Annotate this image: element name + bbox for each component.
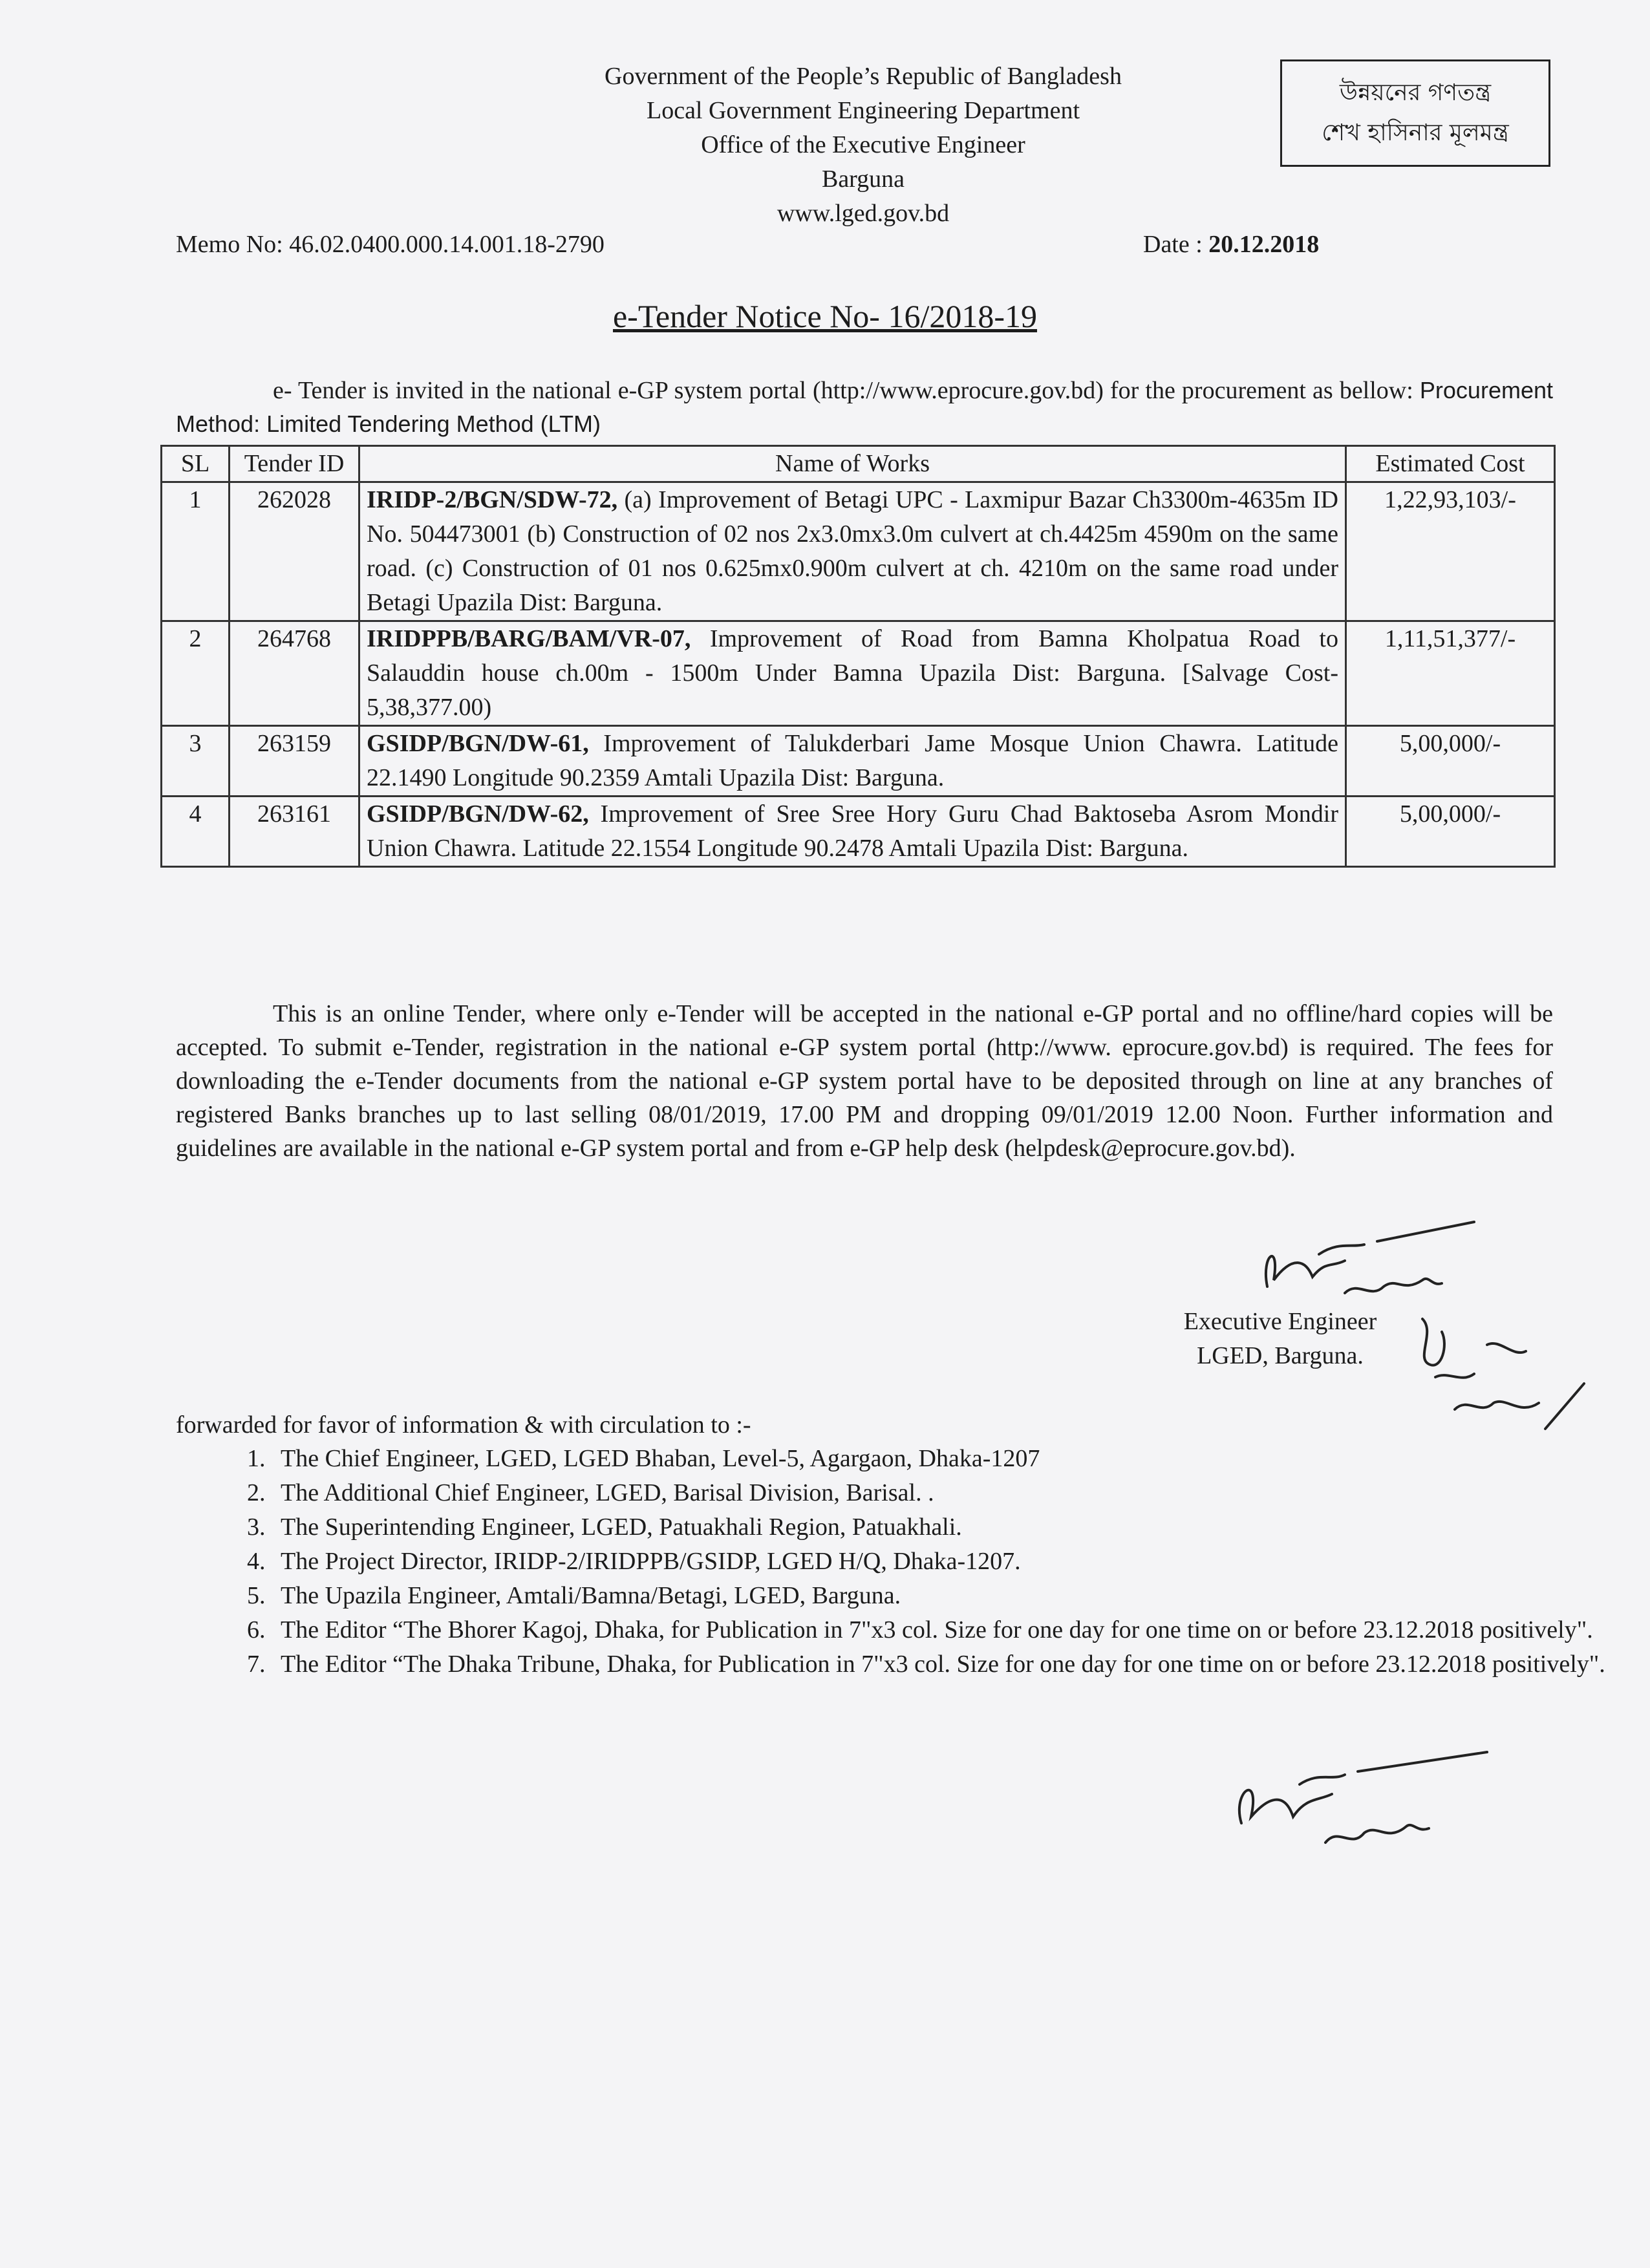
row-tender-id: 264768: [230, 621, 359, 726]
package-code: IRIDP-2/BGN/SDW-72,: [367, 486, 618, 513]
memo-number: Memo No: 46.02.0400.000.14.001.18-2790: [176, 231, 605, 258]
table-row: [162, 797, 1555, 867]
letterhead-district: Barguna: [821, 166, 905, 193]
letterhead-department: Local Government Engineering Department: [646, 97, 1080, 124]
row-sl: 3: [162, 726, 230, 797]
row-name-of-works: [359, 621, 1346, 726]
intro-paragraph: [176, 374, 1553, 441]
table-row: [162, 726, 1555, 797]
date-label: Date :: [1143, 231, 1209, 258]
list-item: 5. The Upazila Engineer, Amtali/Bamna/Betagi, LGED, Barguna.: [272, 1579, 1649, 1613]
row-tender-id: 263161: [230, 797, 359, 867]
tender-instructions-paragraph: This is an online Tender, where only e-Tender will be accepted in the national e-GP portal and no offline/hard copies will be accepted. To submit e-Tender, registration in the national e-GP system portal (http://www. eprocure.gov.bd) is required. The fees for downloading the e-Tender documents from the national e-GP system portal have to be deposited through on line at any branches of registered Banks branches up to last selling 08/01/2019, 17.00 PM and dropping 09/01/2019 12.00 Noon. Further information and guidelines are available in the national e-GP system portal and from e-GP help desk (helpdesk@eprocure.gov.bd).: [176, 1000, 1553, 1162]
slogan-line-1: উন্নয়নের গণতন্ত্র: [1339, 80, 1492, 106]
row-sl: 2: [162, 621, 230, 726]
header-tender-id: Tender ID: [230, 446, 359, 482]
row-name-of-works: [359, 797, 1346, 867]
letterhead-office: Office of the Executive Engineer: [701, 131, 1025, 158]
package-code: IRIDPPB/BARG/BAM/VR-07,: [367, 625, 691, 652]
table-row: [162, 621, 1555, 726]
signature-2: [1228, 1746, 1500, 1868]
tender-table: [160, 445, 1556, 868]
letterhead-website: www.lged.gov.bd: [777, 200, 950, 227]
row-name-of-works: [359, 726, 1346, 797]
letterhead-government: Government of the People’s Republic of Bangladesh: [605, 63, 1122, 90]
row-estimated-cost: 1,11,51,377/-: [1346, 621, 1555, 726]
slogan-box: [1280, 59, 1550, 167]
table-header-row: [162, 446, 1555, 482]
signatory-block: [1151, 1305, 1409, 1373]
forwarded-intro: forwarded for favor of information & with circulation to :-: [176, 1411, 751, 1439]
work-description: Improvement of Talukderbari Jame Mosque Union Chawra. Latitude 22.1490 Longitude 90.2359 Amtali Upazila Dist: Barguna.: [367, 730, 1338, 791]
signature-1: [1254, 1215, 1487, 1312]
package-code: GSIDP/BGN/DW-62,: [367, 800, 589, 828]
row-sl: 4: [162, 797, 230, 867]
notice-title: e-Tender Notice No- 16/2018-19: [612, 298, 1037, 334]
date-line: [1143, 230, 1319, 259]
list-item: 6. The Editor “The Bhorer Kagoj, Dhaka, for Publication in 7"x3 col. Size for one day for one time on or before 23.12.2018 positively".: [272, 1613, 1649, 1647]
table-row: [162, 482, 1555, 621]
row-estimated-cost: 1,22,93,103/-: [1346, 482, 1555, 621]
row-estimated-cost: 5,00,000/-: [1346, 797, 1555, 867]
list-item: 4. The Project Director, IRIDP-2/IRIDPPB/GSIDP, LGED H/Q, Dhaka-1207.: [272, 1545, 1649, 1579]
package-code: GSIDP/BGN/DW-61,: [367, 730, 589, 757]
work-description: Improvement of Sree Sree Hory Guru Chad Baktoseba Asrom Mondir Union Chawra. Latitude 22.1554 Longitude 90.2478 Amtali Upazila Dist: Barguna.: [367, 800, 1338, 862]
work-description: Improvement of Road from Bamna Kholpatua Road to Salauddin house ch.00m - 1500m Under Bamna Upazila Dist: Barguna. [Salvage Cost-5,38,377.00): [367, 625, 1338, 721]
row-tender-id: 262028: [230, 482, 359, 621]
header-estimated-cost: Estimated Cost: [1346, 446, 1555, 482]
signatory-office: LGED, Barguna.: [1197, 1342, 1364, 1369]
list-item: 1. The Chief Engineer, LGED, LGED Bhaban, Level-5, Agargaon, Dhaka-1207: [272, 1442, 1649, 1476]
row-sl: 1: [162, 482, 230, 621]
date-value: 20.12.2018: [1208, 231, 1320, 258]
row-estimated-cost: 5,00,000/-: [1346, 726, 1555, 797]
slogan-line-2: শেখ হাসিনার মূলমন্ত্র: [1322, 120, 1509, 146]
intro-text: e- Tender is invited in the national e-GP system portal (http://www.eprocure.gov.bd) for the procurement as bellow:: [273, 377, 1420, 404]
procurement-method: Procurement Method: Limited Tendering Method (LTM): [176, 377, 1553, 437]
row-name-of-works: [359, 482, 1346, 621]
signatory-title: Executive Engineer: [1183, 1308, 1377, 1335]
header-sl: SL: [162, 446, 230, 482]
list-item: 2. The Additional Chief Engineer, LGED, Barisal Division, Barisal. .: [272, 1476, 1649, 1510]
circulation-list: [176, 1442, 1649, 1682]
letterhead: [453, 59, 1274, 231]
header-name-of-works: Name of Works: [359, 446, 1346, 482]
work-description: (a) Improvement of Betagi UPC - Laxmipur Bazar Ch3300m-4635m ID No. 504473001 (b) Construction of 02 nos 2x3.0mx3.0m culvert at ch.4425m 4590m on the same road. (c) Construction of 01 nos 0.625mx0.900m culvert at ch. 4210m on the same road under Betagi Upazila Dist: Barguna.: [367, 486, 1338, 616]
list-item: 7. The Editor “The Dhaka Tribune, Dhaka, for Publication in 7"x3 col. Size for one day for one time on or before 23.12.2018 positively".: [272, 1647, 1649, 1682]
list-item: 3. The Superintending Engineer, LGED, Patuakhali Region, Patuakhali.: [272, 1510, 1649, 1545]
row-tender-id: 263159: [230, 726, 359, 797]
